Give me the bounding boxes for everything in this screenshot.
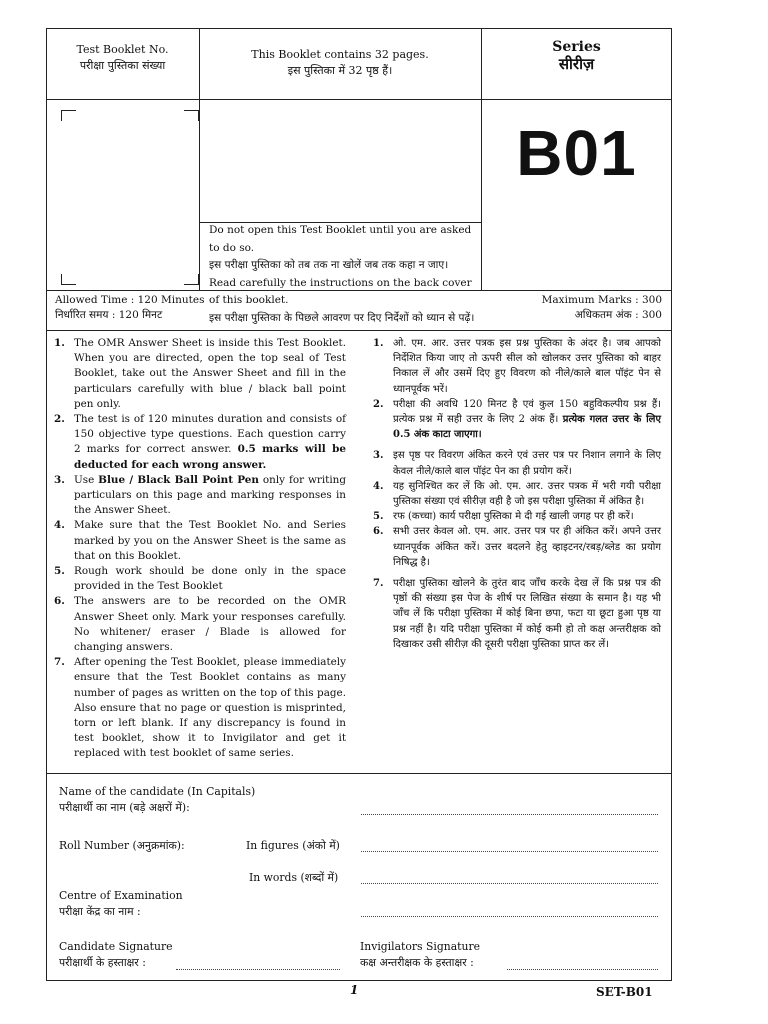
instruction-bold-text: Blue / Black Ball Point Pen (98, 473, 259, 486)
candidate-name-label (59, 784, 255, 816)
instruction-text: The test is of 120 minutes duration and consists of 150 objective type questions. Each question carry 2 marks for correct answer. (74, 413, 346, 456)
header-divider (46, 99, 672, 100)
instruction-number: 5. (54, 565, 65, 578)
roll-in-words-field[interactable] (361, 883, 658, 884)
roll-in-words-label: In words (शब्दों में) (249, 871, 339, 884)
instruction-hi-6 (373, 524, 661, 570)
booklet-number-label (46, 42, 199, 74)
instruction-number: 4. (54, 519, 65, 532)
notice-line-3: Read carefully the instructions on the back cover of this booklet. (209, 276, 472, 306)
page-number: 1 (350, 983, 359, 997)
invigilator-signature-label (360, 939, 480, 971)
instruction-text: Make sure that the Test Booklet No. and Series marked by you on the Answer Sheet is the same as that on this Booklet. (74, 519, 346, 562)
candidate-name-field[interactable] (361, 814, 658, 815)
page-count-hi: इस पुस्तिका में 32 पृष्ठ हैं। (287, 64, 393, 77)
instruction-hi-7 (373, 576, 661, 652)
instruction-number: 4. (373, 480, 384, 492)
instruction-bold-text: प्रत्येक गलत उत्तर के लिए 0.5 अंक काटा जाएगा। (393, 414, 661, 441)
corner-mark-top-right (184, 110, 199, 121)
instruction-text: Use (74, 473, 99, 486)
instruction-text: सभी उत्तर केवल ओ. एम. आर. उत्तर पत्र पर ही अंकित करें। अपने उत्तर ध्यानपूर्वक अंकित करें। उत्तर बदलने हेतु व्हाइटनर/रबड़/ब्लेड का प्रयोग निषिद्ध है। (393, 526, 661, 568)
page-count-label (199, 47, 481, 79)
set-code: SET-B01 (596, 985, 653, 999)
instruction-text: Rough work should be done only in the space provided in the Test Booklet (74, 565, 346, 593)
allowed-time (55, 293, 204, 323)
allowed-time-hi: निर्धारित समय : 120 मिनट (55, 309, 163, 321)
instructions-english (54, 336, 346, 762)
corner-mark-top-left (61, 110, 76, 121)
invigilator-signature-label-en: Invigilators Signature (360, 940, 480, 953)
allowed-time-en: Allowed Time : 120 Minutes (55, 294, 205, 306)
series-label (481, 39, 672, 73)
instruction-hi-4 (373, 479, 661, 509)
candidate-signature-label-hi: परीक्षार्थी के हस्ताक्षर : (59, 956, 146, 969)
invigilator-signature-label-hi: कक्ष अन्तरीक्षक के हस्ताक्षर : (360, 956, 474, 969)
exam-centre-field[interactable] (361, 916, 658, 917)
notice-line-1: Do not open this Test Booklet until you are asked to do so. (209, 224, 472, 254)
exam-centre-label-en: Centre of Examination (59, 889, 183, 902)
instruction-number: 6. (373, 526, 384, 538)
roll-in-figures-field[interactable] (361, 851, 658, 852)
invigilator-signature-field[interactable] (507, 969, 658, 970)
instruction-number: 6. (54, 595, 65, 608)
maximum-marks-hi: अधिकतम अंक : 300 (574, 309, 662, 321)
instruction-number: 2. (373, 398, 384, 410)
instruction-hi-1 (373, 336, 661, 397)
instruction-en-5 (54, 564, 346, 594)
series-label-en: Series (552, 39, 601, 55)
instruction-hi-3 (373, 448, 661, 478)
instruction-text: After opening the Test Booklet, please immediately ensure that the Test Booklet contains as many number of pages as written on the top of this page. Also ensure that no page or question is misprinted, torn or left blank. If any discrepancy is found in test booklet, show it to Invigilator and get it replaced with test booklet of same series. (74, 656, 346, 760)
candidate-signature-label (59, 939, 173, 971)
series-label-hi: सीरीज़ (558, 55, 595, 73)
exam-centre-label-hi: परीक्षा केंद्र का नाम : (59, 905, 141, 918)
instruction-number: 2. (54, 413, 65, 426)
maximum-marks-en: Maximum Marks : 300 (541, 294, 662, 306)
candidate-signature-field[interactable] (176, 969, 340, 970)
instruction-en-1 (54, 336, 346, 412)
instruction-en-2 (54, 412, 346, 473)
roll-number-label: Roll Number (अनुक्रमांक): (59, 839, 185, 852)
meta-bottom-line (46, 330, 672, 331)
instruction-en-3 (54, 473, 346, 519)
notice-left-line (199, 99, 200, 290)
instructions-hindi (373, 336, 661, 652)
instruction-hi-5 (373, 509, 661, 524)
instruction-number: 7. (373, 578, 384, 590)
instruction-text: परीक्षा पुस्तिका खोलने के तुरंत बाद जाँच करके देख लें कि प्रश्न पत्र की पृष्ठों की संख्या इस पेज के शीर्ष पर लिखित संख्या के समान है। यह भी जाँच लें कि परीक्षा पुस्तिका में कोई बिना छपा, फटा या छूटा हुआ पृष्ठ या प्रश्न नहीं है। यदि परीक्षा पुस्तिका में कोई कमी हो तो कक्ष अन्तरीक्षक को दिखाकर उसी सीरीज़ की दूसरी परीक्षा पुस्तिका प्राप्त कर लें। (393, 578, 661, 650)
page-count-en: This Booklet contains 32 pages. (251, 48, 429, 61)
instruction-text: परीक्षा की अवधि 120 मिनट है एवं कुल 150 बहुविकल्पीय प्रश्न हैं। प्रत्येक प्रश्न में सही उत्तर के लिए 2 अंक हैं। (393, 398, 661, 426)
instruction-bold-text: 0.5 marks will be deducted for each wrong answer. (74, 443, 346, 471)
series-code: B01 (516, 117, 637, 189)
opening-notice (209, 222, 481, 327)
maximum-marks (542, 293, 662, 323)
instruction-text: ओ. एम. आर. उत्तर पत्रक इस प्रश्न पुस्तिका के अंदर है। जब आपको निर्देशित किया जाए तो ऊपरी सील को खोलकर उत्तर पुस्तिका को बाहर निकाल लें और उसमें दिए हुए विवरण को नीले/काले बाल पॉइंट पेन से ध्यानपूर्वक भरें। (393, 338, 661, 395)
instruction-en-4 (54, 518, 346, 564)
instruction-text: यह सुनिश्चित कर लें कि ओ. एम. आर. उत्तर पत्रक में भरी गयी परीक्षा पुस्तिका संख्या एवं सीरीज़ वही है जो इस परीक्षा पुस्तिका में अंकित है। (393, 480, 661, 508)
instruction-text: only for writing particulars on this page and marking responses in the Answer Sheet. (74, 473, 346, 517)
instruction-number: 3. (54, 473, 65, 486)
instruction-number: 3. (373, 450, 384, 462)
instruction-number: 7. (54, 656, 65, 669)
candidate-signature-label-en: Candidate Signature (59, 940, 173, 953)
instruction-en-6 (54, 594, 346, 655)
instruction-number: 1. (373, 338, 384, 349)
exam-centre-label (59, 888, 183, 920)
candidate-name-label-hi: परीक्षार्थी का नाम (बड़े अक्षरों में): (59, 801, 190, 814)
instruction-number: 5. (373, 511, 384, 523)
instruction-en-7 (54, 655, 346, 761)
notice-line-2: इस परीक्षा पुस्तिका को तब तक ना खोलें जब तक कहा न जाए। (209, 259, 449, 271)
form-top-line (46, 773, 672, 774)
roll-in-figures-label: In figures (अंको में) (246, 839, 340, 852)
notice-line-4: इस परीक्षा पुस्तिका के पिछले आवरण पर दिए निर्देशों को ध्यान से पढ़ें। (209, 311, 475, 324)
booklet-number-label-en: Test Booklet No. (76, 43, 169, 56)
instruction-number: 1. (54, 337, 65, 349)
instruction-text: The answers are to be recorded on the OMR Answer Sheet only. Mark your responses carefully. No whitener/ eraser / Blade is allowed for changing answers. (74, 595, 346, 654)
instruction-text: इस पृष्ठ पर विवरण अंकित करने एवं उत्तर पत्र पर निशान लगाने के लिए केवल नीले/काले बाल पॉइंट पेन का ही प्रयोग करें। (393, 450, 661, 477)
booklet-number-label-hi: परीक्षा पुस्तिका संख्या (79, 59, 166, 72)
instruction-hi-2 (373, 397, 661, 443)
corner-mark-bottom-right (184, 274, 199, 285)
instruction-text: रफ (कच्चा) कार्य परीक्षा पुस्तिका मे दी गई खाली जगह पर ही करें। (393, 511, 634, 523)
corner-mark-bottom-left (61, 274, 76, 285)
candidate-name-label-en: Name of the candidate (In Capitals) (59, 785, 256, 798)
instruction-text: The OMR Answer Sheet is inside this Test Booklet. When you are directed, open the top seal of Test Booklet, take out the Answer Sheet and fill in the particulars carefully with blue / black ball point pen only. (74, 337, 346, 410)
